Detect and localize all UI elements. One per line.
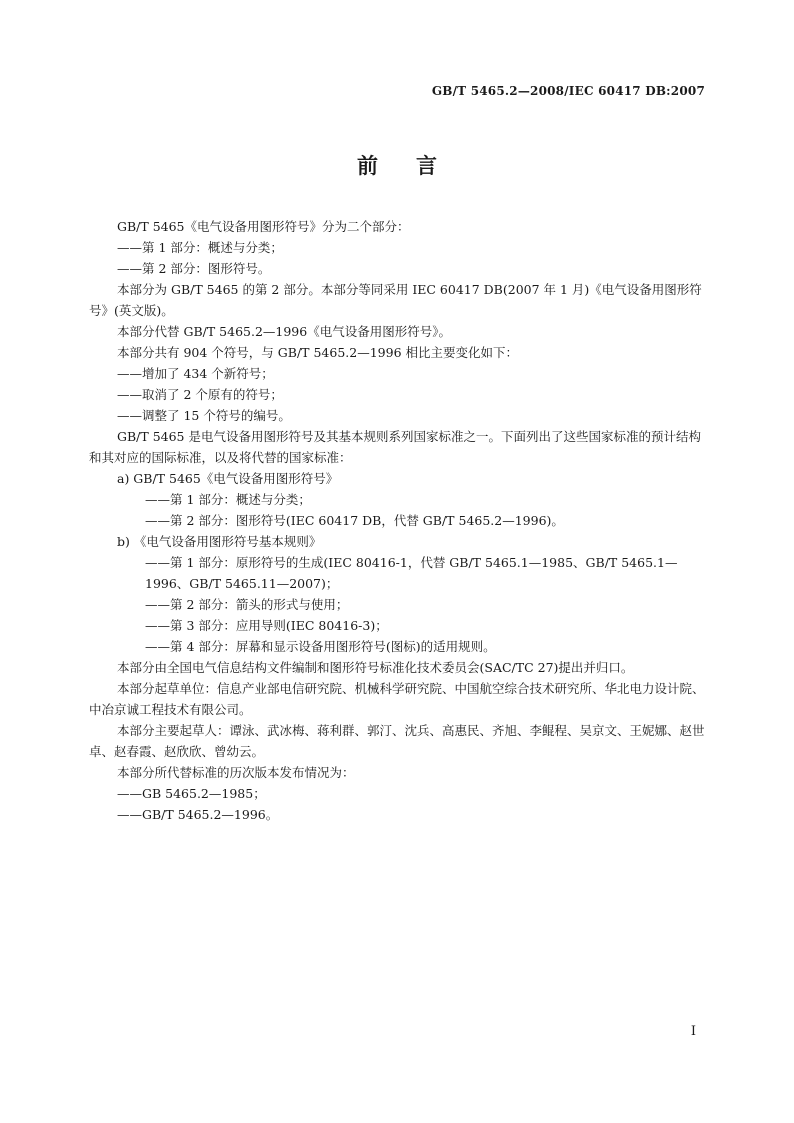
list-item-change-added: ——增加了 434 个新符号； — [117, 366, 274, 381]
page-number: I — [690, 1024, 696, 1039]
paragraph-history: 本部分所代替标准的历次版本发布情况为： — [117, 765, 355, 780]
list-item-history-1996: ——GB/T 5465.2—1996。 — [117, 807, 279, 822]
list-item-a: a) GB/T 5465《电气设备用图形符号》 — [117, 471, 339, 486]
paragraph-changes: 本部分共有 904 个符号，与 GB/T 5465.2—1996 相比主要变化如下： — [117, 345, 518, 360]
paragraph-drafters: 本部分主要起草人：谭泳、武冰梅、蒋利群、郭汀、沈兵、高惠民、齐旭、李鲲程、吴京文、王妮娜、赵世卓、赵春霞、赵欣欣、曾幼云。 — [89, 723, 705, 759]
list-item-part-1: ——第 1 部分：概述与分类； — [117, 240, 283, 255]
list-item-history-1985: ——GB 5465.2—1985； — [117, 786, 266, 801]
paragraph-series: GB/T 5465 是电气设备用图形符号及其基本规则系列国家标准之一。下面列出了这些国家标准的预计结构和其对应的国际标准，以及将代替的国家标准： — [89, 429, 701, 465]
paragraph-replaces: 本部分代替 GB/T 5465.2—1996《电气设备用图形符号》。 — [117, 324, 451, 339]
list-item-b-part-1: ——第 1 部分：原形符号的生成(IEC 80416-1，代替 GB/T 5465.1—1985、GB/T 5465.1— — [145, 555, 678, 570]
list-item-a-part-1: ——第 1 部分：概述与分类； — [145, 492, 311, 507]
paragraph-committee: 本部分由全国电气信息结构文件编制和图形符号标准化技术委员会(SAC/TC 27)提出并归口。 — [117, 660, 634, 675]
foreword-body — [89, 216, 705, 825]
list-item-b-part-2: ——第 2 部分：箭头的形式与使用； — [145, 597, 349, 612]
list-item-change-renumbered: ——调整了 15 个符号的编号。 — [117, 408, 291, 423]
paragraph-adoption: 本部分为 GB/T 5465 的第 2 部分。本部分等同采用 IEC 60417 DB(2007 年 1 月)《电气设备用图形符号》(英文版)。 — [89, 282, 702, 318]
list-item-change-removed: ——取消了 2 个原有的符号； — [117, 387, 283, 402]
list-item-b: b) 《电气设备用图形符号基本规则》 — [117, 534, 322, 549]
list-item-b-part-3: ——第 3 部分：应用导则(IEC 80416-3)； — [145, 618, 388, 633]
list-item-part-2: ——第 2 部分：图形符号。 — [117, 261, 271, 276]
standard-id-header: GB/T 5465.2—2008/IEC 60417 DB:2007 — [431, 84, 705, 98]
list-item-b-part-4: ——第 4 部分：屏幕和显示设备用图形符号(图标)的适用规则。 — [145, 639, 496, 654]
paragraph-intro: GB/T 5465《电气设备用图形符号》分为二个部分： — [117, 219, 410, 234]
page-title: 前言 — [357, 153, 475, 178]
paragraph-drafting-units: 本部分起草单位：信息产业部电信研究院、机械科学研究院、中国航空综合技术研究所、华北电力设计院、中冶京诚工程技术有限公司。 — [89, 681, 705, 717]
list-item-b-part-1-continued: 1996、GB/T 5465.11—2007)； — [145, 576, 339, 591]
list-item-a-part-2: ——第 2 部分：图形符号(IEC 60417 DB，代替 GB/T 5465.2—1996)。 — [145, 513, 564, 528]
